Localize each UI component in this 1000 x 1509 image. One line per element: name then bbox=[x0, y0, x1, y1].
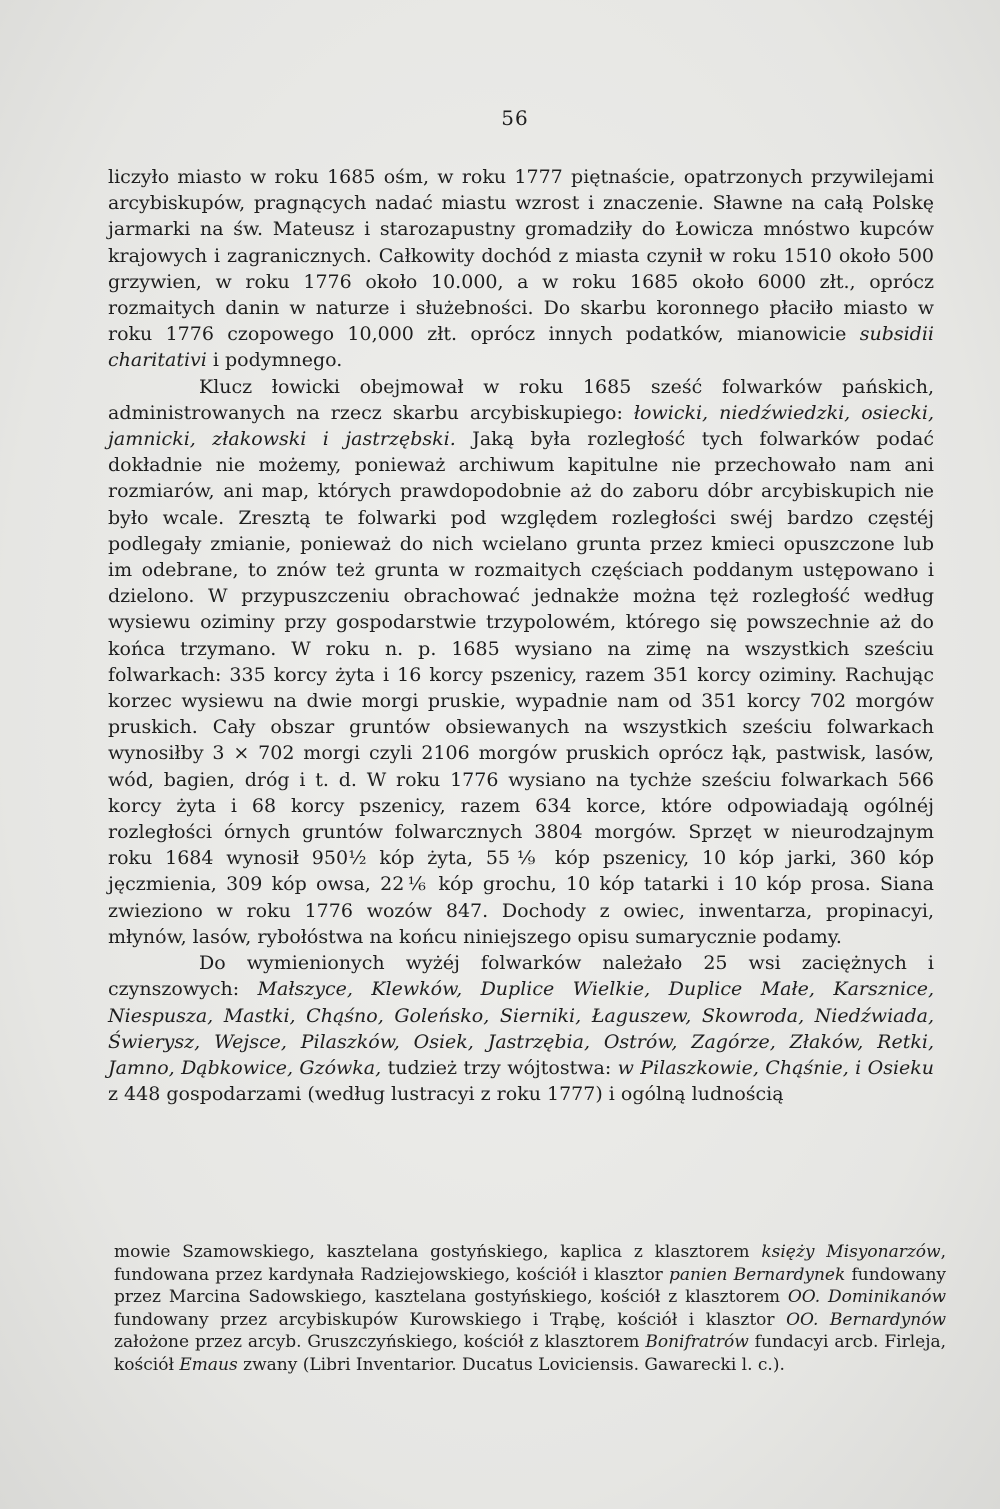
footnote-text: mowie Szamowskiego, kasztelana gostyńskiego, kaplica z klasztorem księży Misyonarzów, fundowana przez kardynała Radziejowskiego, kościół i klasztor panien Bernardynek fundowany przez Marcina Sadowskiego, kasztelana gostyńskiego, kościół z klasztorem OO. Dominikanów fundowany przez arcybiskupów Kurowskiego i Trąbę, kościół i klasztor OO. Bernardynów założone przez arcyb. Gruszczyńskiego, kościół z klasztorem Bonifratrów fundacyi arcb. Firleja, kościół Emaus zwany (Libri Inventarior. Ducatus Loviciensis. Gawarecki l. c.). bbox=[114, 1242, 947, 1375]
paragraph-3: Do wymienionych wyżéj folwarków należało 25 wsi zaciężnych i czynszowych: Małszyce, Klewków, Duplice Wielkie, Duplice Małe, Karsznice, Niespusza, Mastki, Chąśno, Goleńsko, Sierniki, Łaguszew, Skowroda, Niedźwiada, Świerysz, Wejsce, Pilaszków, Osiek, Jastrzębia, Ostrów, Zagórze, Złaków, Retki, Jamno, Dąbkowice, Gzówka, tudzież trzy wójtostwa: w Pilaszkowie, Chąśnie, i Osieku z 448 gospodarzami (według lustracyi z roku 1777) i ogólną ludnością bbox=[108, 952, 935, 1106]
paragraph-2: Klucz łowicki obejmował w roku 1685 sześć folwarków pańskich, administrowanych na rzecz skarbu arcybiskupiego: łowicki, niedźwiedzki, osiecki, jamnicki, złakowski i jastrzębski. Jaką była rozległość tych folwarków podać dokładnie nie możemy, ponieważ archiwum kapitulne nie przechowało nam ani rozmiarów, ani map, których prawdopodobnie aż do zaboru dóbr arcybiskupich nie było wcale. Zresztą te folwarki pod względem rozległości swéj bardzo częstéj podlegały zmianie, ponieważ do nich wcielano grunta przez kmieci opuszczone lub im odebrane, to znów też grunta w rozmaitych częściach poddanym ustępowano i dzielono. W przypuszczeniu obrachować jednakże można tęż rozległość według wysiewu oziminy przy gospodarstwie trzypolowém, którego się powszechnie aż do końca trzymano. W roku n. p. 1685 wysiano na zimę na wszystkich sześciu folwarkach: 335 korcy żyta i 16 korcy pszenicy, razem 351 korcy oziminy. Rachując korzec wysiewu na dwie morgi pruskie, wypadnie nam od 351 korcy 702 morgów pruskich. Cały obszar gruntów obsiewanych na wszystkich sześciu folwarkach wynosiłby 3 × 702 morgi czyli 2106 morgów pruskich oprócz łąk, pastwisk, lasów, wód, bagien, dróg i t. d. W roku 1776 wysiano na tychże sześciu folwarkach 566 korcy żyta i 68 korcy pszenicy, razem 634 korce, które odpowiadają ogólnéj rozległości órnych gruntów folwarcznych 3804 morgów. Sprzęt w nieurodzajnym roku 1684 wynosił 950½ kóp żyta, 55⅑ kóp pszenicy, 10 kóp jarki, 360 kóp jęczmienia, 309 kóp owsa, 22⅙ kóp grochu, 10 kóp tatarki i 10 kóp prosa. Siana zwieziono w roku 1776 wozów 847. Dochody z owiec, inwentarza, propinacyi, młynów, lasów, rybołóstwa na końcu niniejszego opisu sumarycznie podamy. bbox=[108, 375, 934, 948]
main-text bbox=[108, 164, 934, 1107]
paragraph-1: liczyło miasto w roku 1685 ośm, w roku 1777 piętnaście, opatrzonych przywilejami arcybiskupów, pragnących nadać miastu wzrost i znaczenie. Sławne na całą Polskę jarmarki na św. Mateusz i starozapustny gromadziły do Łowicza mnóstwo kupców krajowych i zagranicznych. Całkowity dochód z miasta czynił w roku 1510 około 500 grzywien, w roku 1776 około 10.000, a w roku 1685 około 6000 złt., oprócz rozmaitych danin w naturze i służebności. Do skarbu koronnego płaciło miasto w roku 1776 czopowego 10,000 złt. oprócz innych podatków, mianowicie subsidii charitativi i podymnego. bbox=[108, 166, 934, 372]
page-number: 56 bbox=[501, 106, 529, 130]
footnote bbox=[114, 1241, 946, 1376]
